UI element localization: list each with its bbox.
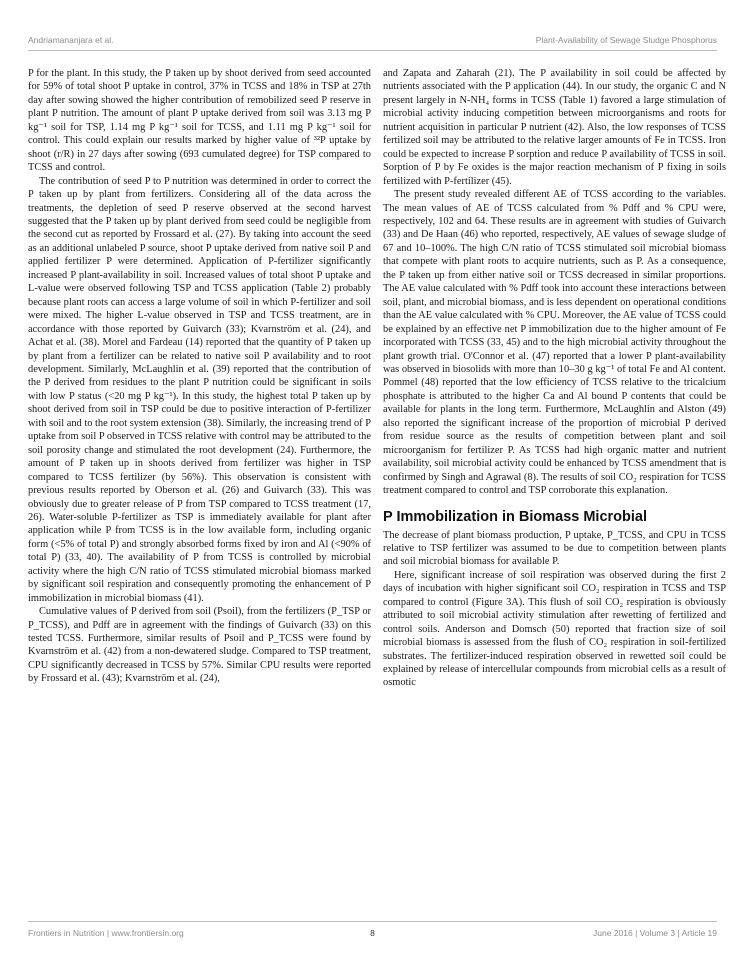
left-column: [28, 67, 371, 686]
header-title: Plant-Availability of Sewage Sludge Phosphorus: [535, 35, 717, 45]
right-paragraph-2: The present study revealed different AE of TCSS according to the variables. The mean values of AE of TCSS calculated from % Pdff and % CPU were, respectively, 102 and 64. These results are in agreement with studies of Guivarch (33) and De Haan (46) who reported, respectively, AE values of sewage sludge of 67 and 10–100%. The high C/N ratio of TCSS stimulated soil microbial biomass that compete with plant roots to acquire nutrients, such as P. As a consequence, the P taken up from either native soil or TCSS decreased in similar proportions. The AE value calculated with % Pdff took into account these interactions between soil, plant, and microbial biomass, and is less dependent on operational conditions than the AE value calculated with % CPU. Moreover, the AE value of TCSS could be explained by an effective net P immobilization due to the higher amount of Fe incorporated with TCSS (33, 45) and to the high microbial activity throughout the plant growth trial. O'Connor et al. (47) reported that a lower P plant-availability was observed in biosolids with more than 10–30 g kg⁻¹ of total Fe and Al content. Pommel (48) reported that the low efficiency of TCSS relative to the tricalcium phosphate is attributed to the higher Ca and Al bound P contents that could be available for plants in the long term. Furthermore, McLaughlin and Alston (49) also reported the significant increase of the proportion of microbial P derived from residue source as the results of competition between plant and soil microorganism for fertilizer P. As TCSS had high organic matter and nutrient availability, soil microbial activity could be enhanced by TCSS amendment that is confirmed by Singh and Agrawal (8). The results of soil CO₂ respiration for TCSS treatment compared to control and TSP corroborate this explanation.: [383, 189, 726, 497]
footer-divider: [28, 921, 717, 922]
page-footer: [28, 928, 717, 942]
left-paragraph-2: The contribution of seed P to P nutrition was determined in order to correct the P taken up by plant from fertilizers. Considering all of the data across the treatments, the depletion of seed P reserve observed at the second harvest suggested that the P taken up by plant derived from seed could be negligible from the second cut as reported by Frossard et al. (27). By taking into account the seed as an additional unlabeled P source, shoot P uptake derived from native soil P and applied fertilizer P were determined. Application of P-fertilizer significantly increased P plant-availability in soil. Increased values of total shoot P uptake and L-value were observed following TSP and TCSS application (Table 2) probably because plant roots can access a large volume of soil in which P-fertilizer and soil were mixed. The higher L-value observed in TSP and TCSS treatment, are in accordance with those reported by Guivarch (33); Kvarnström et al. (24), and Achat et al. (38). Morel and Fardeau (14) reported that the quantity of P taken up by plant from a fertilizer can be related to native soil P availability and to root development. Similarly, McLaughlin et al. (39) reported that the contribution of the P derived from residues to the plant P nutrition could be significant in soils with low P status (<20 mg P kg⁻¹). In this study, the highest total P taken up by shoot derived from soil in TSP could be due to positive interaction of P-fertilizer with soil and to the root system extension (38). Similarly, the increasing trend of P uptake from soil P observed in TCSS relative with control may be attributed to the soil porosity change and stimulated the root development (24). Furthermore, the amount of P taken up in shoots derived from fertilizer was higher in TSP compared to TCSS fertilizer (by 56%). This observation is consistent with previous results reported by Oberson et al. (26) and Guivarch (33). This was obviously due to greater release of P from TSP compared to TCSS treatment (17, 26). Water-soluble P-fertilizer as TSP is immediately available for plant after application while P from TCSS is in the low available form, including organic form (<5% of total P) and strongly absorbed forms fixed by iron and Al (<90% of total P) (33, 40). The availability of P from TCSS is controlled by microbial activity where the high C/N ratio of TCSS stimulated microbial biomass marked by significant soil respiration and consequently promoting the enhancement of P immobilization in microbial biomass (41).: [28, 175, 371, 604]
footer-journal[interactable]: Frontiers in Nutrition | www.frontiersin.org: [28, 928, 184, 938]
header-authors: Andriamananjara et al.: [28, 35, 114, 45]
section-heading: P Immobilization in Biomass Microbial: [383, 508, 648, 525]
header-divider: [28, 50, 717, 51]
running-header: [28, 35, 717, 49]
right-paragraph-1: and Zapata and Zaharah (21). The P availability in soil could be affected by nutrients associated with the P application (44). In our study, the organic C and N present largely in N-NH₄ forms in TCSS (Table 1) favored a large stimulation of microbial activity inducing competition between microorganisms and roots for nutrient acquisition in particular P nutrient (42). Also, the low responses of TCSS fertilized soil may be attributed to the relative larger amounts of Fe in TCSS. Iron could be expected to increase P sorption and reduce P availability of TCSS in soil. Sorption of P by Fe oxides is the major reaction mechanism of P fixing in soils fertilized with P-fertilizer (45).: [383, 68, 726, 187]
left-paragraph-3: Cumulative values of P derived from soil (Psoil), from the fertilizers (P_TSP or P_TCSS), and Pdff are in agreement with the findings of Guivarch (33) on this tested TCSS. Furthermore, similar results of Psoil and P_TCSS were found by Kvarnström et al. (42) from a non-dewatered sludge. Compared to TSP treatment, CPU significantly decreased in TCSS by 57%. Similar CPU results were reported by Frossard et al. (43); Kvarnström et al. (24),: [28, 606, 371, 685]
right-paragraph-3: The decrease of plant biomass production, P uptake, P_TCSS, and CPU in TCSS relative to TSP fertilizer was assumed to be due to competition between plants and soil microbial biomass for available P.: [383, 529, 726, 568]
page-number: 8: [370, 928, 375, 938]
footer-issue: June 2016 | Volume 3 | Article 19: [593, 928, 717, 938]
right-paragraph-4: Here, significant increase of soil respiration was observed during the first 2 days of incubation with higher significant soil CO₂ respiration in TCSS and TSP compared to control (Figure 3A). This flush of soil CO₂ respiration is obviously attributed to soil microbial activity stimulation after rewetting of fertilized and control soils. Anderson and Domsch (50) reported that fraction size of soil microbial biomass is assessed from the flush of CO₂ respiration in soil-fertilized substrates. The fertilizer-induced respiration observed in rewetted soil could be explained by release of intercellular compounds from microbial cells as a result of osmotic: [383, 569, 726, 689]
left-paragraph-1: P for the plant. In this study, the P taken up by shoot derived from seed accounted for 59% of total shoot P uptake in control, 37% in TCSS and 18% in TSP at 27th day after sowing showed the higher contribution of remobilized seed P reserve in plant P nutrition. The amount of plant P uptake derived from soil was 3.13 mg P kg⁻¹ soil for TSP, 1.14 mg P kg⁻¹ soil for TCSS, and 1.11 mg P kg⁻¹ soil for control. This could explain our results marked by higher value of ³²P uptake by shoot (r/R) in 27 days after sowing (693 cumulated degree) for TSP compared to TCSS and control.: [28, 68, 371, 174]
right-column: [383, 67, 726, 690]
